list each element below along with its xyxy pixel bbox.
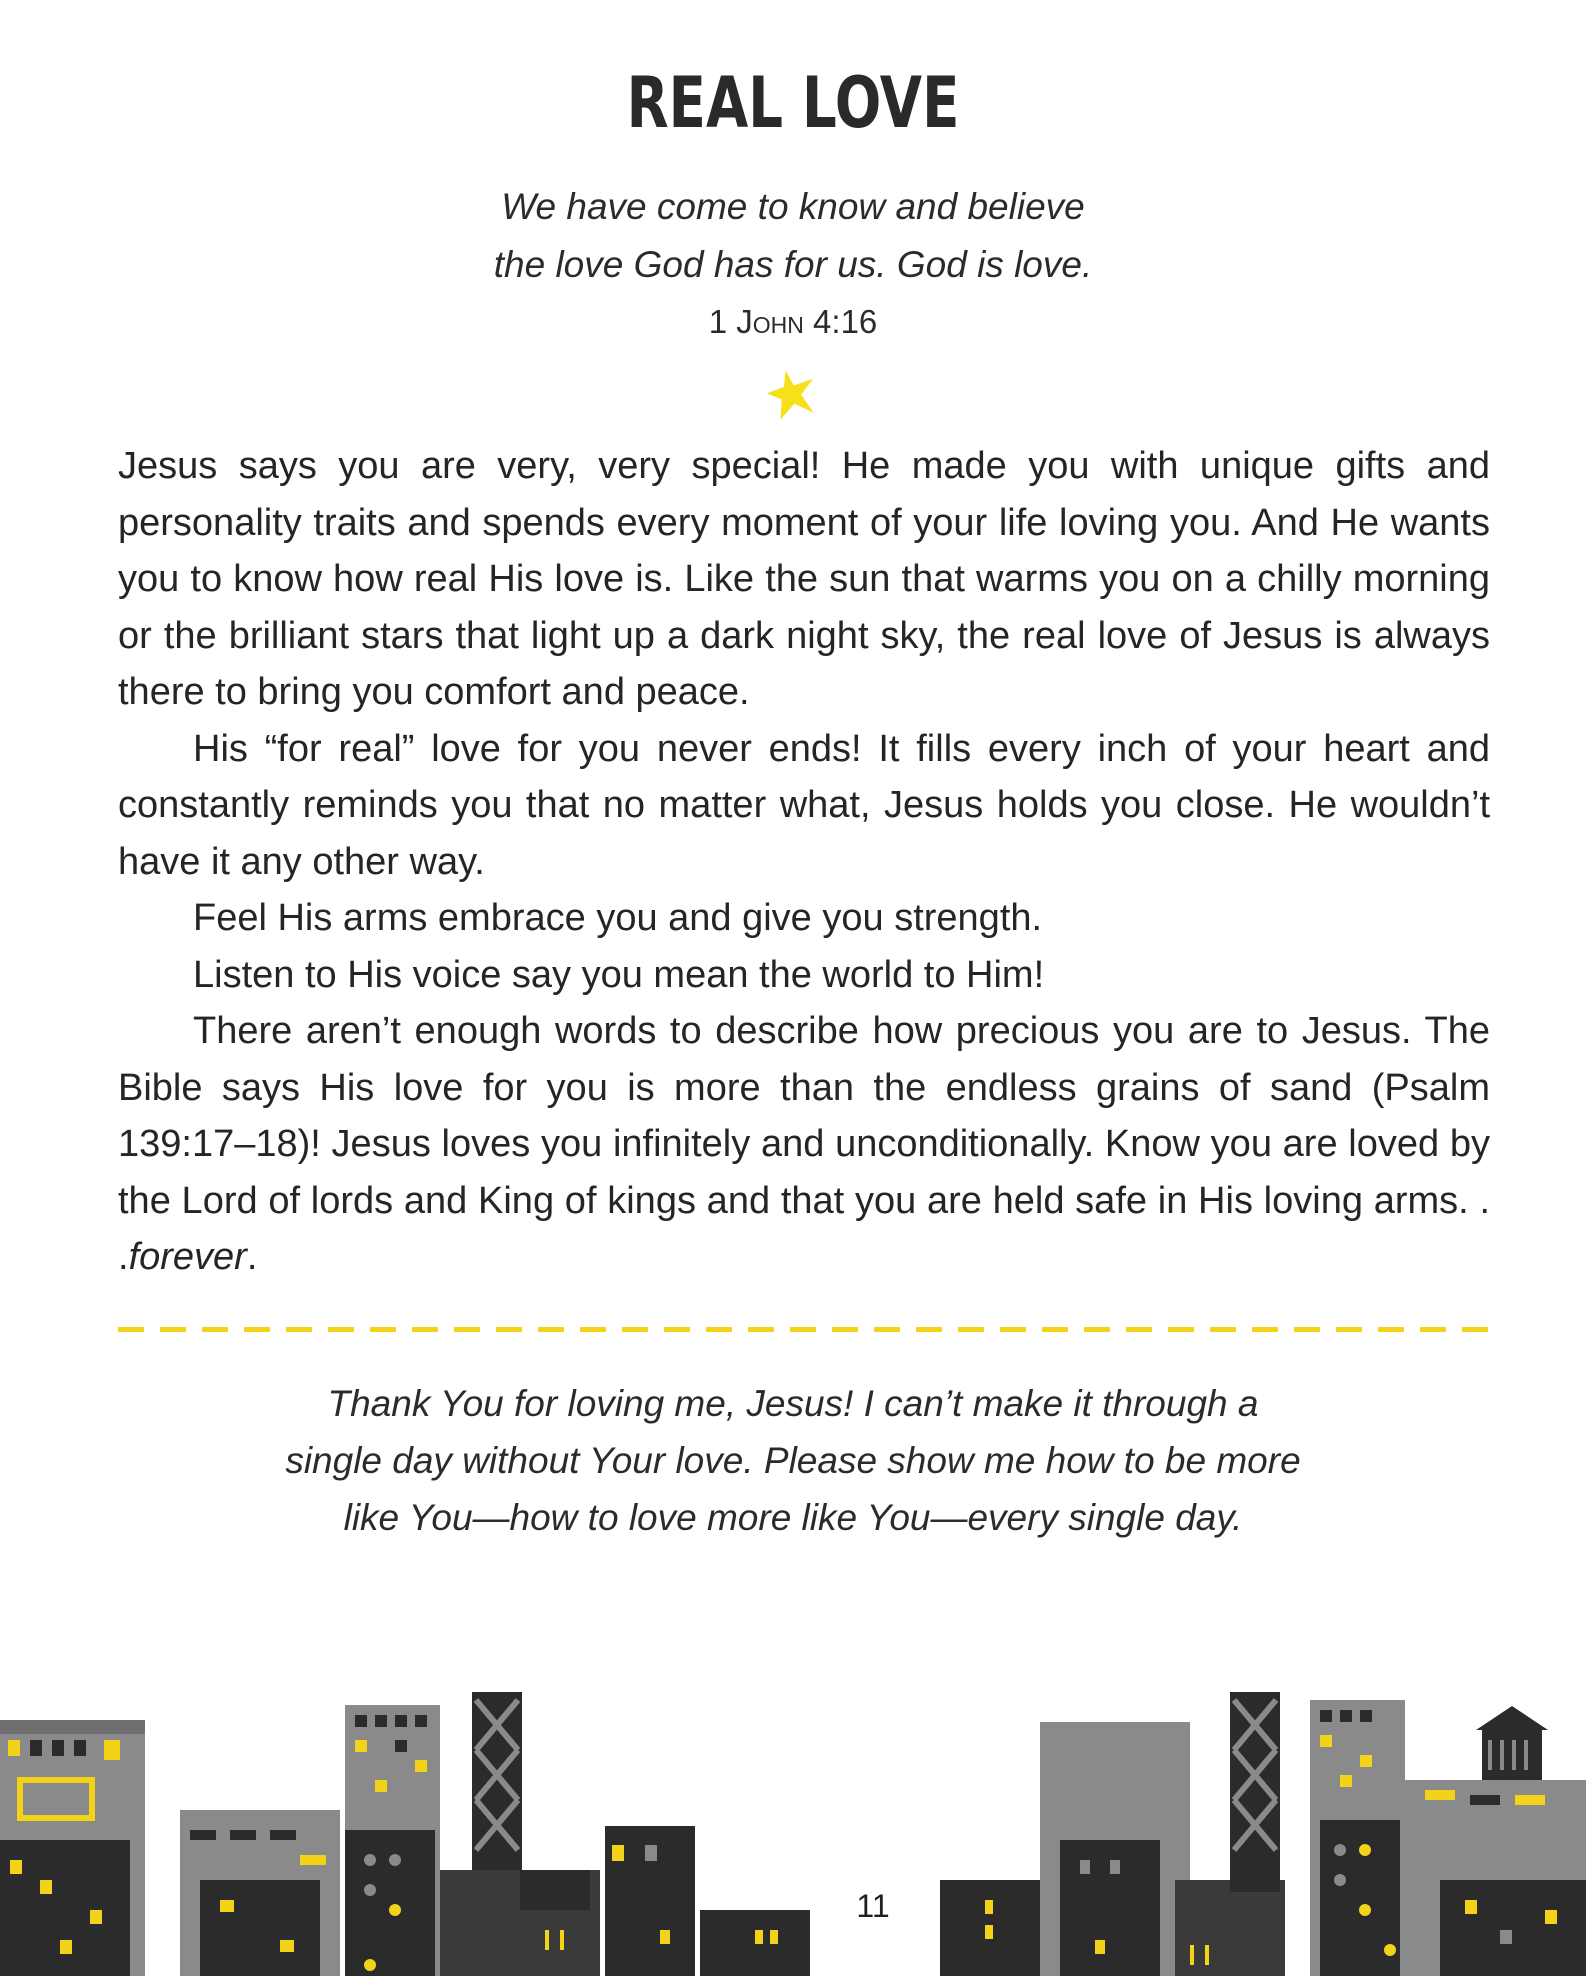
emphasis: forever [128, 1236, 247, 1278]
city-skyline-illustration [0, 1680, 1586, 1976]
verse-ref-book: John [736, 303, 804, 340]
scripture-verse [0, 178, 1586, 294]
verse-ref-prefix: 1 [708, 303, 737, 340]
paragraph: Feel His arms embrace you and give you strength. [193, 897, 1043, 939]
paragraph: Jesus says you are very, very special! He made you with unique gifts and personality traits and spends every moment of your life loving you. And He wants you to know how real His love is. Like the sun that warms you on a chilly morning or the brilliant stars that light up a dark night sky, the real love of Jesus is always there to bring you comfort and peace. [118, 445, 1490, 713]
prayer-line: Thank You for loving me, Jesus! I can’t make it through a [327, 1383, 1259, 1424]
paragraph: His “for real” love for you never ends! It fills every inch of your heart and constantly reminds you that no matter what, Jesus holds you close. He wouldn’t have it any other way. [118, 727, 1490, 883]
paragraph: Listen to His voice say you mean the world to Him! [193, 953, 1045, 996]
page-number: 11 [856, 1888, 890, 1924]
prayer-line: single day without Your love. Please show me how to be more [285, 1440, 1301, 1481]
verse-line: We have come to know and believe [501, 186, 1085, 227]
verse-line: the love God has for us. God is love. [493, 244, 1093, 285]
prayer [0, 1375, 1586, 1546]
paragraph [118, 1003, 1490, 1286]
verse-reference [0, 303, 1586, 341]
page-title: REAL LOVE [626, 62, 960, 144]
body-text [118, 438, 1490, 1286]
prayer-line: like You—how to love more like You—every single day. [343, 1497, 1243, 1538]
star-icon [767, 368, 827, 424]
paragraph-text: There aren’t enough words to describe how precious you are to Jesus. The Bible says His love for you is more than the endless grains of sand (Psalm 139:17–18)! Jesus loves you infinitely and unconditionally. Know you are loved by the Lord of lords and King of kings and that you are held safe in His loving arms. . . [118, 1010, 1490, 1278]
paragraph-end: . [246, 1236, 258, 1278]
dashed-divider [118, 1327, 1490, 1332]
verse-ref-chapter: 4:16 [803, 303, 878, 340]
